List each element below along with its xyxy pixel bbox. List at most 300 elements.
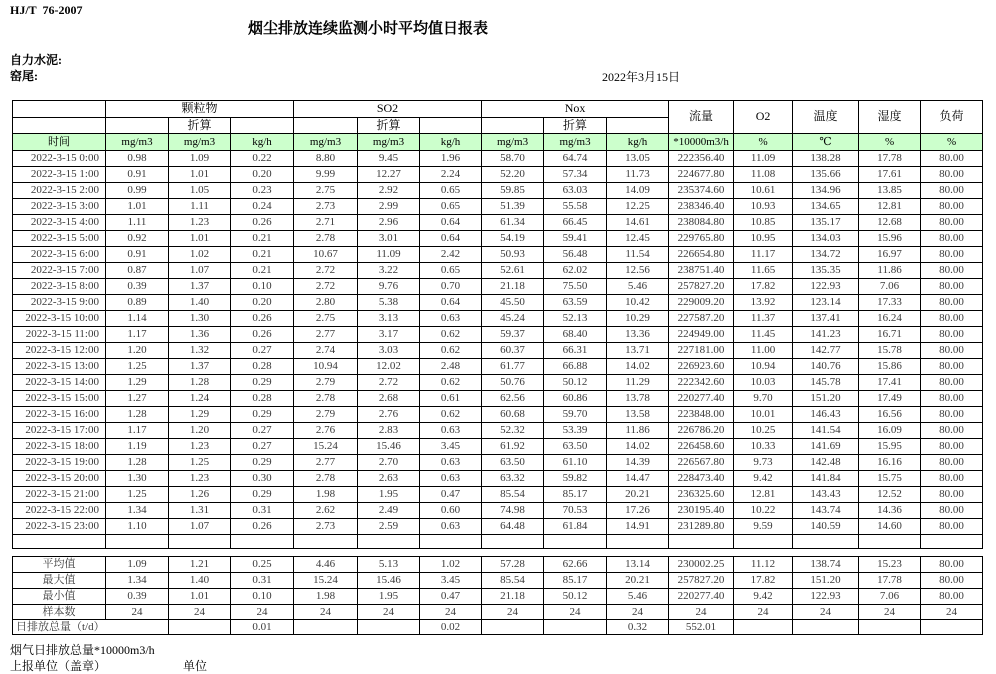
value-cell: 10.94 <box>734 359 793 375</box>
value-cell: 70.53 <box>544 503 607 519</box>
value-cell: 1.14 <box>106 311 169 327</box>
unit-header-row <box>13 134 983 151</box>
value-cell: 62.56 <box>482 391 544 407</box>
value-cell: 226654.80 <box>669 247 734 263</box>
time-cell: 2022-3-15 18:00 <box>13 439 106 455</box>
value-cell: 24 <box>294 605 358 620</box>
value-cell: 80.00 <box>921 295 983 311</box>
value-cell: 24 <box>921 605 983 620</box>
value-cell: 14.47 <box>607 471 669 487</box>
value-cell: 3.13 <box>358 311 420 327</box>
value-cell: 50.76 <box>482 375 544 391</box>
unit-cell: % <box>921 134 983 151</box>
value-cell: 0.26 <box>231 327 294 343</box>
value-cell: 57.28 <box>482 557 544 573</box>
summary-row <box>13 620 983 635</box>
value-cell: 80.00 <box>921 215 983 231</box>
value-cell: 1.28 <box>106 455 169 471</box>
value-cell: 14.36 <box>859 503 921 519</box>
value-cell: 4.46 <box>294 557 358 573</box>
value-cell: 1.28 <box>106 407 169 423</box>
value-cell: 14.02 <box>607 359 669 375</box>
value-cell: 2.59 <box>358 519 420 535</box>
value-cell: 80.00 <box>921 589 983 605</box>
value-cell: 0.21 <box>231 231 294 247</box>
time-cell: 2022-3-15 8:00 <box>13 279 106 295</box>
value-cell: 0.62 <box>420 407 482 423</box>
value-cell: 21.18 <box>482 279 544 295</box>
value-cell: 11.09 <box>358 247 420 263</box>
value-cell: 1.21 <box>169 557 231 573</box>
value-cell: 3.17 <box>358 327 420 343</box>
value-cell: 0.63 <box>420 519 482 535</box>
value-cell: 17.78 <box>859 151 921 167</box>
value-cell: 1.37 <box>169 359 231 375</box>
value-cell: 0.63 <box>420 471 482 487</box>
value-cell: 11.86 <box>859 263 921 279</box>
value-cell: 222356.40 <box>669 151 734 167</box>
value-cell: 1.17 <box>106 423 169 439</box>
value-cell: 80.00 <box>921 471 983 487</box>
subheader-cell <box>106 118 169 134</box>
value-cell: 1.95 <box>358 487 420 503</box>
value-cell: 60.68 <box>482 407 544 423</box>
value-cell: 3.03 <box>358 343 420 359</box>
value-cell: 80.00 <box>921 343 983 359</box>
value-cell: 13.85 <box>859 183 921 199</box>
value-cell: 14.61 <box>607 215 669 231</box>
value-cell: 14.09 <box>607 183 669 199</box>
value-cell: 2.72 <box>358 375 420 391</box>
value-cell: 24 <box>358 605 420 620</box>
summary-rows <box>13 557 983 635</box>
value-cell: 52.20 <box>482 167 544 183</box>
value-cell: 135.17 <box>793 215 859 231</box>
value-cell: 61.84 <box>544 519 607 535</box>
value-cell: 0.64 <box>420 215 482 231</box>
value-cell: 0.29 <box>231 455 294 471</box>
unit-cell: mg/m3 <box>294 134 358 151</box>
value-cell: 0.24 <box>231 199 294 215</box>
value-cell: 1.32 <box>169 343 231 359</box>
company-label: 自力水泥: <box>10 53 62 67</box>
empty-cell <box>607 535 669 549</box>
time-cell: 2022-3-15 5:00 <box>13 231 106 247</box>
value-cell: 0.26 <box>231 519 294 535</box>
time-cell: 2022-3-15 9:00 <box>13 295 106 311</box>
time-cell: 2022-3-15 22:00 <box>13 503 106 519</box>
summary-table <box>12 556 983 635</box>
value-cell: 2.77 <box>294 327 358 343</box>
value-cell: 1.07 <box>169 263 231 279</box>
summary-label-cell: 样本数 <box>13 605 106 620</box>
value-cell: 80.00 <box>921 375 983 391</box>
value-cell: 1.34 <box>106 503 169 519</box>
time-cell: 2022-3-15 15:00 <box>13 391 106 407</box>
value-cell: 122.93 <box>793 589 859 605</box>
value-cell: 2.76 <box>358 407 420 423</box>
value-cell: 0.65 <box>420 263 482 279</box>
value-cell: 10.33 <box>734 439 793 455</box>
value-cell: 2.73 <box>294 519 358 535</box>
summary-row <box>13 589 983 605</box>
value-cell: 0.65 <box>420 199 482 215</box>
value-cell: 0.01 <box>231 620 294 635</box>
value-cell: 10.03 <box>734 375 793 391</box>
value-cell: 14.02 <box>607 439 669 455</box>
value-cell: 59.37 <box>482 327 544 343</box>
value-cell: 80.00 <box>921 167 983 183</box>
value-cell: 2.74 <box>294 343 358 359</box>
value-cell: 80.00 <box>921 391 983 407</box>
value-cell: 0.98 <box>106 151 169 167</box>
value-cell: 74.98 <box>482 503 544 519</box>
subheader-cell-converted: 折算 <box>169 118 231 134</box>
value-cell: 0.28 <box>231 391 294 407</box>
value-cell: 10.22 <box>734 503 793 519</box>
value-cell: 10.29 <box>607 311 669 327</box>
value-cell: 141.23 <box>793 327 859 343</box>
value-cell: 45.50 <box>482 295 544 311</box>
value-cell: 24 <box>231 605 294 620</box>
value-cell: 1.95 <box>358 589 420 605</box>
value-cell: 0.21 <box>231 263 294 279</box>
group-load: 负荷 <box>921 101 983 134</box>
empty-cell <box>358 535 420 549</box>
value-cell: 224677.80 <box>669 167 734 183</box>
value-cell: 17.41 <box>859 375 921 391</box>
time-cell: 2022-3-15 13:00 <box>13 359 106 375</box>
value-cell: 24 <box>669 605 734 620</box>
value-cell: 2.68 <box>358 391 420 407</box>
value-cell <box>734 620 793 635</box>
value-cell: 138.74 <box>793 557 859 573</box>
value-cell: 15.95 <box>859 439 921 455</box>
value-cell: 8.80 <box>294 151 358 167</box>
value-cell: 0.92 <box>106 231 169 247</box>
value-cell: 2.71 <box>294 215 358 231</box>
value-cell: 0.91 <box>106 167 169 183</box>
empty-cell <box>793 535 859 549</box>
value-cell <box>294 620 358 635</box>
value-cell: 61.34 <box>482 215 544 231</box>
value-cell: 80.00 <box>921 311 983 327</box>
value-cell: 80.00 <box>921 487 983 503</box>
value-cell: 2.78 <box>294 391 358 407</box>
value-cell: 24 <box>859 605 921 620</box>
value-cell: 0.63 <box>420 423 482 439</box>
table-row <box>13 183 983 199</box>
value-cell: 142.48 <box>793 455 859 471</box>
value-cell: 0.27 <box>231 439 294 455</box>
value-cell: 68.40 <box>544 327 607 343</box>
value-cell <box>482 620 544 635</box>
summary-row <box>13 605 983 620</box>
value-cell: 138.28 <box>793 151 859 167</box>
value-cell: 2.77 <box>294 455 358 471</box>
value-cell: 80.00 <box>921 455 983 471</box>
value-cell: 11.00 <box>734 343 793 359</box>
unit-cell: mg/m3 <box>358 134 420 151</box>
value-cell: 2.49 <box>358 503 420 519</box>
value-cell: 229765.80 <box>669 231 734 247</box>
value-cell: 13.05 <box>607 151 669 167</box>
value-cell: 223848.00 <box>669 407 734 423</box>
group-flow: 流量 <box>669 101 734 134</box>
subheader-cell <box>13 118 106 134</box>
table-row <box>13 199 983 215</box>
value-cell: 1.02 <box>420 557 482 573</box>
value-cell: 17.61 <box>859 167 921 183</box>
value-cell: 15.46 <box>358 573 420 589</box>
value-cell: 2.83 <box>358 423 420 439</box>
value-cell: 12.02 <box>358 359 420 375</box>
time-cell: 2022-3-15 11:00 <box>13 327 106 343</box>
table-row <box>13 407 983 423</box>
value-cell: 5.13 <box>358 557 420 573</box>
value-cell: 12.81 <box>859 199 921 215</box>
value-cell: 1.09 <box>169 151 231 167</box>
value-cell: 24 <box>420 605 482 620</box>
value-cell: 0.29 <box>231 407 294 423</box>
value-cell: 9.45 <box>358 151 420 167</box>
value-cell: 0.62 <box>420 327 482 343</box>
value-cell: 80.00 <box>921 359 983 375</box>
value-cell: 58.70 <box>482 151 544 167</box>
value-cell: 10.01 <box>734 407 793 423</box>
value-cell: 2.70 <box>358 455 420 471</box>
unit-label: 单位 <box>183 659 208 673</box>
value-cell: 66.45 <box>544 215 607 231</box>
value-cell: 11.37 <box>734 311 793 327</box>
value-cell: 63.32 <box>482 471 544 487</box>
value-cell: 1.02 <box>169 247 231 263</box>
value-cell: 3.45 <box>420 573 482 589</box>
value-cell: 64.48 <box>482 519 544 535</box>
value-cell: 238084.80 <box>669 215 734 231</box>
value-cell: 80.00 <box>921 279 983 295</box>
value-cell: 257827.20 <box>669 279 734 295</box>
value-cell: 85.54 <box>482 487 544 503</box>
value-cell: 2.48 <box>420 359 482 375</box>
value-cell: 227181.00 <box>669 343 734 359</box>
value-cell: 15.78 <box>859 343 921 359</box>
value-cell: 50.12 <box>544 589 607 605</box>
empty-cell <box>169 535 231 549</box>
time-header-cell: 时间 <box>13 134 106 151</box>
value-cell: 0.63 <box>420 311 482 327</box>
value-cell: 80.00 <box>921 327 983 343</box>
value-cell: 231289.80 <box>669 519 734 535</box>
value-cell: 11.17 <box>734 247 793 263</box>
subheader-cell <box>482 118 544 134</box>
value-cell: 0.62 <box>420 375 482 391</box>
unit-cell: ℃ <box>793 134 859 151</box>
value-cell: 142.77 <box>793 343 859 359</box>
data-rows <box>13 151 983 535</box>
value-cell: 80.00 <box>921 151 983 167</box>
value-cell: 11.08 <box>734 167 793 183</box>
summary-label-cell: 最大值 <box>13 573 106 589</box>
value-cell: 45.24 <box>482 311 544 327</box>
group-so2: SO2 <box>294 101 482 118</box>
unit-cell: % <box>859 134 921 151</box>
value-cell: 50.12 <box>544 375 607 391</box>
value-cell: 229009.20 <box>669 295 734 311</box>
value-cell: 134.03 <box>793 231 859 247</box>
value-cell: 1.10 <box>106 519 169 535</box>
value-cell: 52.13 <box>544 311 607 327</box>
value-cell: 0.28 <box>231 359 294 375</box>
value-cell: 9.76 <box>358 279 420 295</box>
value-cell: 11.65 <box>734 263 793 279</box>
value-cell: 10.67 <box>294 247 358 263</box>
value-cell: 1.40 <box>169 573 231 589</box>
value-cell <box>544 620 607 635</box>
value-cell: 59.70 <box>544 407 607 423</box>
value-cell: 1.07 <box>169 519 231 535</box>
value-cell <box>169 620 231 635</box>
empty-cell <box>13 535 106 549</box>
value-cell: 123.14 <box>793 295 859 311</box>
value-cell: 17.49 <box>859 391 921 407</box>
value-cell: 20.21 <box>607 573 669 589</box>
value-cell: 135.35 <box>793 263 859 279</box>
value-cell: 134.65 <box>793 199 859 215</box>
value-cell: 75.50 <box>544 279 607 295</box>
value-cell: 5.46 <box>607 279 669 295</box>
value-cell: 1.23 <box>169 471 231 487</box>
value-cell: 15.24 <box>294 439 358 455</box>
value-cell: 230002.25 <box>669 557 734 573</box>
table-row <box>13 279 983 295</box>
value-cell: 0.30 <box>231 471 294 487</box>
summary-row <box>13 573 983 589</box>
value-cell: 1.01 <box>106 199 169 215</box>
value-cell: 0.91 <box>106 247 169 263</box>
value-cell: 15.24 <box>294 573 358 589</box>
value-cell: 7.06 <box>859 279 921 295</box>
value-cell: 1.40 <box>169 295 231 311</box>
value-cell: 1.11 <box>169 199 231 215</box>
summary-label-cell: 日排放总量（t/d） <box>13 620 169 635</box>
value-cell: 24 <box>734 605 793 620</box>
value-cell: 1.01 <box>169 231 231 247</box>
value-cell: 143.74 <box>793 503 859 519</box>
value-cell: 80.00 <box>921 183 983 199</box>
value-cell: 0.22 <box>231 151 294 167</box>
value-cell: 12.68 <box>859 215 921 231</box>
value-cell: 12.45 <box>607 231 669 247</box>
value-cell: 140.59 <box>793 519 859 535</box>
value-cell: 5.46 <box>607 589 669 605</box>
value-cell: 63.03 <box>544 183 607 199</box>
value-cell: 0.29 <box>231 487 294 503</box>
value-cell: 17.33 <box>859 295 921 311</box>
value-cell: 137.41 <box>793 311 859 327</box>
time-cell: 2022-3-15 20:00 <box>13 471 106 487</box>
value-cell: 226923.60 <box>669 359 734 375</box>
empty-cell <box>106 535 169 549</box>
value-cell: 145.78 <box>793 375 859 391</box>
value-cell: 80.00 <box>921 407 983 423</box>
table-row <box>13 151 983 167</box>
value-cell: 85.54 <box>482 573 544 589</box>
value-cell: 7.06 <box>859 589 921 605</box>
table-row <box>13 231 983 247</box>
table-row <box>13 247 983 263</box>
value-cell: 2.79 <box>294 375 358 391</box>
table-row <box>13 439 983 455</box>
value-cell: 14.91 <box>607 519 669 535</box>
value-cell: 134.96 <box>793 183 859 199</box>
value-cell: 0.99 <box>106 183 169 199</box>
value-cell: 2.62 <box>294 503 358 519</box>
table-row <box>13 343 983 359</box>
value-cell: 80.00 <box>921 503 983 519</box>
value-cell: 9.73 <box>734 455 793 471</box>
value-cell: 0.20 <box>231 167 294 183</box>
unit-cell: mg/m3 <box>544 134 607 151</box>
value-cell: 60.37 <box>482 343 544 359</box>
value-cell: 226567.80 <box>669 455 734 471</box>
subheader-cell <box>607 118 669 134</box>
group-temp: 温度 <box>793 101 859 134</box>
summary-label-cell: 最小值 <box>13 589 106 605</box>
value-cell: 80.00 <box>921 557 983 573</box>
value-cell: 9.99 <box>294 167 358 183</box>
unit-cell: kg/h <box>420 134 482 151</box>
summary-label-cell: 平均值 <box>13 557 106 573</box>
value-cell <box>358 620 420 635</box>
value-cell: 24 <box>544 605 607 620</box>
value-cell: 151.20 <box>793 573 859 589</box>
value-cell: 17.78 <box>859 573 921 589</box>
value-cell: 0.10 <box>231 279 294 295</box>
value-cell: 0.21 <box>231 247 294 263</box>
value-cell: 63.50 <box>482 455 544 471</box>
value-cell: 59.82 <box>544 471 607 487</box>
value-cell: 0.62 <box>420 343 482 359</box>
time-cell: 2022-3-15 2:00 <box>13 183 106 199</box>
time-cell: 2022-3-15 1:00 <box>13 167 106 183</box>
empty-cell <box>420 535 482 549</box>
value-cell <box>859 620 921 635</box>
time-cell: 2022-3-15 17:00 <box>13 423 106 439</box>
value-cell: 52.61 <box>482 263 544 279</box>
subheader-cell-converted: 折算 <box>358 118 420 134</box>
value-cell: 227587.20 <box>669 311 734 327</box>
value-cell <box>921 620 983 635</box>
value-cell: 1.25 <box>169 455 231 471</box>
table-row <box>13 359 983 375</box>
value-cell: 2.76 <box>294 423 358 439</box>
value-cell: 226786.20 <box>669 423 734 439</box>
table-row <box>13 391 983 407</box>
value-cell: 1.98 <box>294 487 358 503</box>
table-row <box>13 375 983 391</box>
value-cell: 13.78 <box>607 391 669 407</box>
subheader-cell <box>294 118 358 134</box>
value-cell: 59.41 <box>544 231 607 247</box>
time-cell: 2022-3-15 4:00 <box>13 215 106 231</box>
value-cell: 2.78 <box>294 231 358 247</box>
value-cell: 15.75 <box>859 471 921 487</box>
value-cell: 3.22 <box>358 263 420 279</box>
value-cell: 2.75 <box>294 311 358 327</box>
subheader-cell <box>420 118 482 134</box>
value-cell: 16.24 <box>859 311 921 327</box>
